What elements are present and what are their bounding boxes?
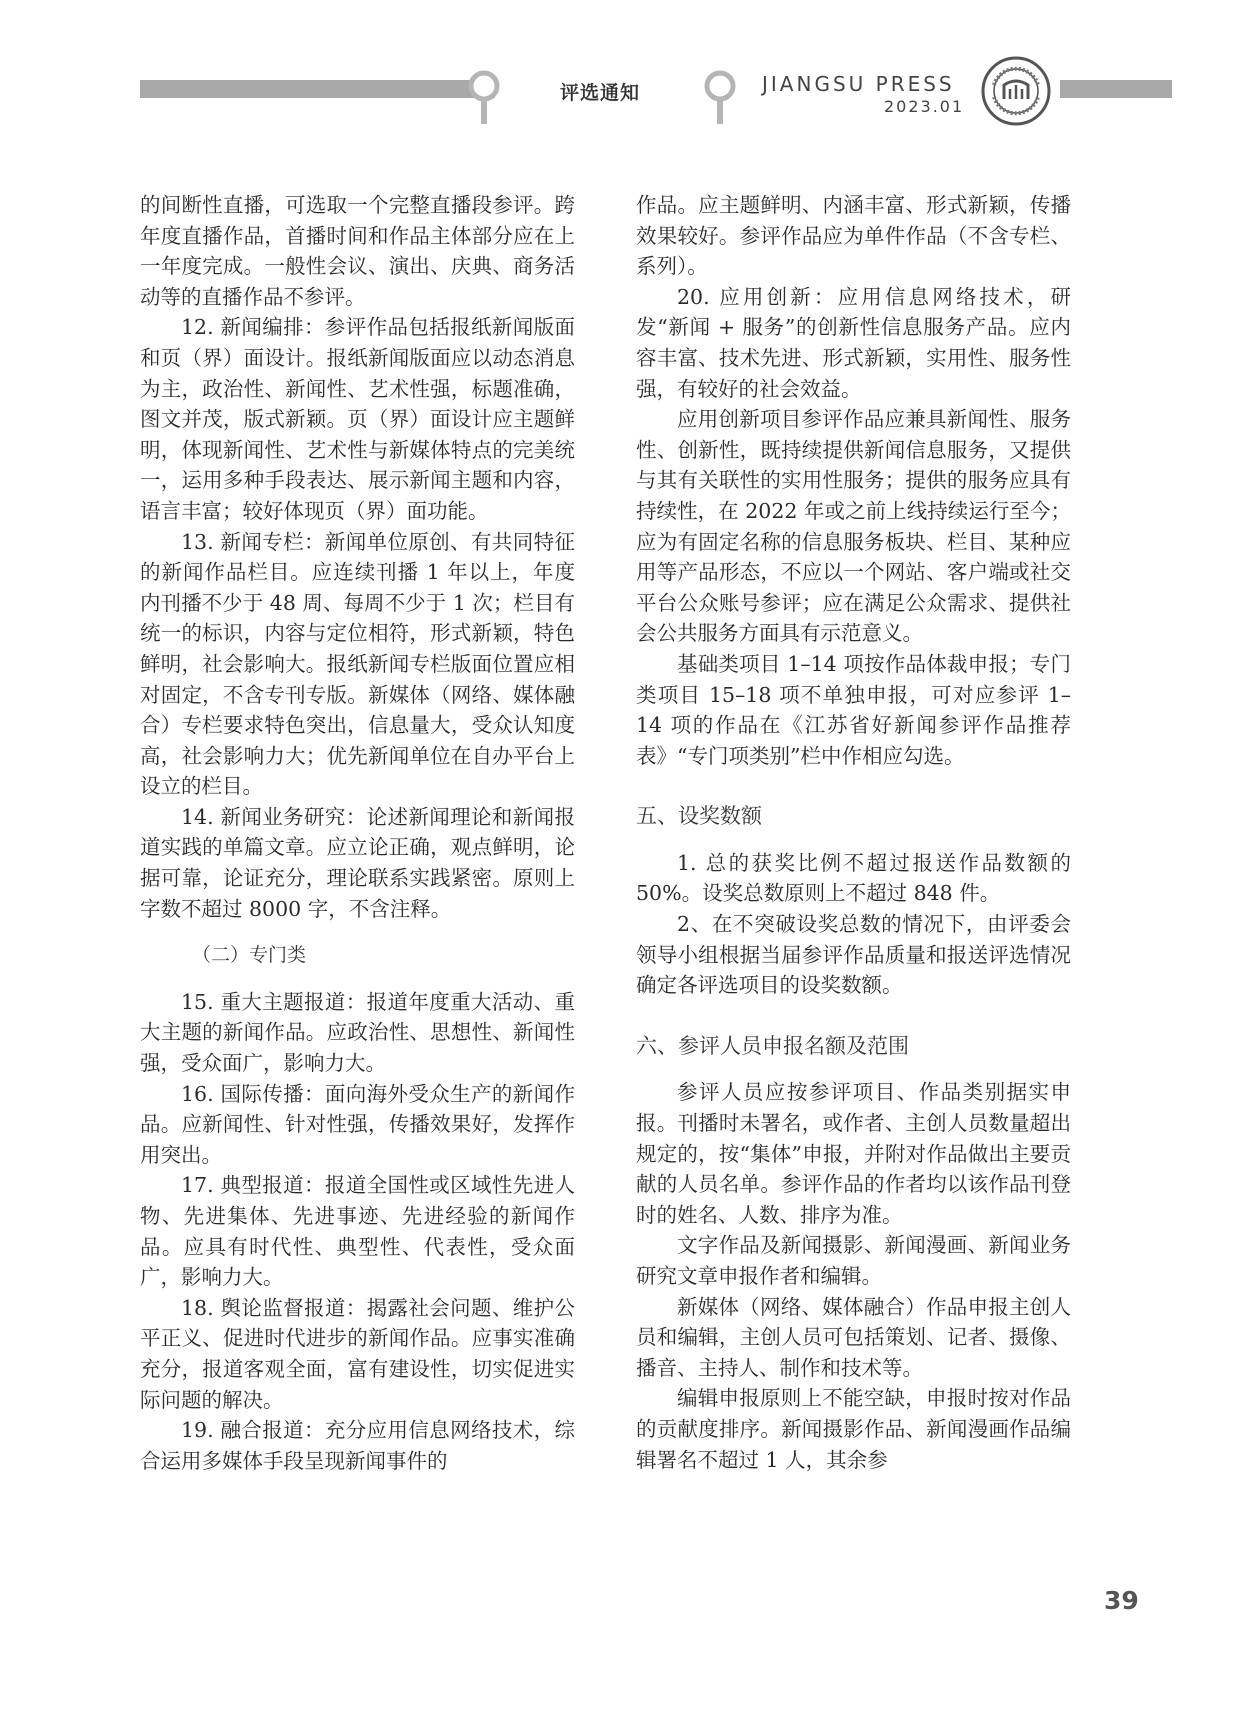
map-pin-icon — [466, 70, 502, 126]
paragraph: 2、在不突破设奖总数的情况下，由评委会领导小组根据当届参评作品质量和报送评选情况确定各评选项目的设奖数额。 — [636, 912, 1071, 998]
paragraph: 文字作品及新闻摄影、新闻漫画、新闻业务研究文章申报作者和编辑。 — [636, 1233, 1071, 1288]
paragraph: 16. 国际传播：面向海外受众生产的新闻作品。应新闻性、针对性强，传播效果好，发挥作用突出。 — [140, 1081, 575, 1167]
left-column — [140, 190, 575, 1476]
subsection-heading: （二）专门类 — [192, 944, 307, 967]
paragraph: 12. 新闻编排：参评作品包括报纸新闻版面和页（界）面设计。报纸新闻版面应以动态消息为主，政治性、新闻性、艺术性强，标题准确，图文并茂，版式新颖。页（界）面设计应主题鲜明，体现新闻性、艺术性与新媒体特点的完美统一，运用多种手段表达、展示新闻主题和内容，语言丰富；较好体现页（界）面功能。 — [140, 315, 575, 523]
page-number: 39 — [1104, 1586, 1139, 1615]
paragraph: 15. 重大主题报道：报道年度重大活动、重大主题的新闻作品。应政治性、思想性、新闻性强，受众面广，影响力大。 — [140, 989, 575, 1076]
paragraph: 20. 应用创新：应用信息网络技术，研发“新闻 + 服务”的创新性信息服务产品。应内容丰富、技术先进、形式新颖，实用性、服务性强，有较好的社会效益。 — [636, 284, 1071, 401]
right-column — [636, 190, 1071, 1475]
paragraph: 作品。应主题鲜明、内涵丰富、形式新颖，传播效果较好。参评作品应为单件作品（不含专栏、系列）。 — [636, 193, 1071, 279]
paragraph: 的间断性直播，可选取一个完整直播段参评。跨年度直播作品，首播时间和作品主体部分应在上一年度完成。一般性会议、演出、庆典、商务活动等的直播作品不参评。 — [140, 193, 575, 309]
paragraph: 应用创新项目参评作品应兼具新闻性、服务性、创新性，既持续提供新闻信息服务，又提供与其有关联性的实用性服务；提供的服务应具有持续性，在 2022 年或之前上线持续运行至今；应为有固定名称的信息服务板块、栏目、某种应用等产品形态，不应以一个网站、客户端或社交平台公众账号参评；应在满足公众需求、提供社会公共服务方面具有示范意义。 — [636, 407, 1071, 646]
association-seal-logo — [980, 55, 1052, 127]
header-bar-left — [140, 80, 495, 98]
paragraph: 参评人员应按参评项目、作品类别据实申报。刊播时未署名，或作者、主创人员数量超出规定的，按“集体”申报，并附对作品做出主要贡献的人员名单。参评作品的作者均以该作品刊登时的姓名、人数、排序为准。 — [636, 1080, 1071, 1227]
section-heading: 五、设奖数额 — [636, 804, 762, 829]
paragraph: 1. 总的获奖比例不超过报送作品数额的 50%。设奖总数原则上不超过 848 件。 — [636, 850, 1071, 906]
paragraph: 编辑申报原则上不能空缺，申报时按对作品的贡献度排序。新闻摄影作品、新闻漫画作品编辑署名不超过 1 人，其余参 — [636, 1386, 1071, 1472]
header-bar-right — [1060, 80, 1172, 98]
paragraph: 14. 新闻业务研究：论述新闻理论和新闻报道实践的单篇文章。应立论正确，观点鲜明，论据可靠，论证充分，理论联系实践紧密。原则上字数不超过 8000 字，不含注释。 — [140, 804, 575, 921]
paragraph: 18. 舆论监督报道：揭露社会问题、维护公平正义、促进时代进步的新闻作品。应事实准确充分，报道客观全面，富有建设性，切实促进实际问题的解决。 — [140, 1295, 575, 1412]
paragraph: 新媒体（网络、媒体融合）作品申报主创人员和编辑，主创人员可包括策划、记者、摄像、播音、主持人、制作和技术等。 — [636, 1294, 1071, 1380]
issue-number: 2023.01 — [884, 97, 965, 116]
paragraph: 17. 典型报道：报道全国性或区域性先进人物、先进集体、先进事迹、先进经验的新闻作品。应具有时代性、典型性、代表性，受众面广，影响力大。 — [140, 1173, 575, 1290]
section-title: 评选通知 — [560, 82, 641, 104]
paragraph: 13. 新闻专栏：新闻单位原创、有共同特征的新闻作品栏目。应连续刊播 1 年以上，年度内刊播不少于 48 周、每周不少于 1 次；栏目有统一的标识，内容与定位相符，形式新颖，特色鲜明，社会影响大。报纸新闻专栏版面位置应相对固定，不含专刊专版。新媒体（网络、媒体融合）专栏要求特色突出，信息量大，受众认知度高，社会影响力大；优先新闻单位在自办平台上设立的栏目。 — [140, 529, 575, 799]
paragraph: 基础类项目 1–14 项按作品体裁申报；专门类项目 15–18 项不单独申报，可对应参评 1–14 项的作品在《江苏省好新闻参评作品推荐表》“专门项类别”栏中作相应勾选。 — [636, 651, 1071, 768]
map-pin-icon — [702, 70, 738, 126]
paragraph: 19. 融合报道：充分应用信息网络技术，综合运用多媒体手段呈现新闻事件的 — [140, 1418, 575, 1473]
section-heading: 六、参评人员申报名额及范围 — [636, 1033, 909, 1058]
brand-name: JIANGSU PRESS — [762, 72, 955, 96]
